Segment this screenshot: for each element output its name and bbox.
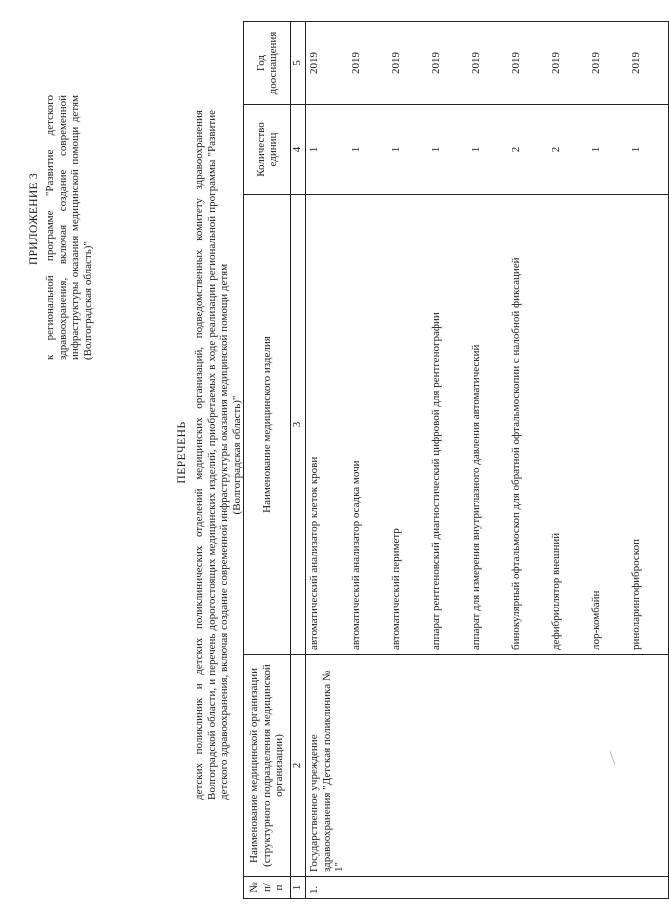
row-number — [548, 877, 588, 899]
column-number-row — [291, 22, 306, 899]
row-number — [588, 877, 628, 899]
table-body — [306, 22, 669, 899]
device-name: автоматический периметр — [388, 195, 428, 655]
device-year: 2019 — [348, 22, 388, 105]
table-row — [468, 22, 508, 899]
annex-subtitle: к региональной программе "Развитие детского здравоохранения, включая создание современной инфраструктуры оказания медицинской помощи детям (Волгоградская область)" — [44, 95, 94, 360]
device-name: лор-комбайн — [588, 195, 628, 655]
device-name: аппарат рентгеновский диагностический цифровой для рентгенографии — [428, 195, 468, 655]
device-quantity: 1 — [306, 105, 348, 195]
table-row — [388, 22, 428, 899]
row-organization — [628, 655, 669, 877]
device-name: аппарат для измерения внутриглазного давления автоматический — [468, 195, 508, 655]
device-name: автоматический анализатор клеток крови — [306, 195, 348, 655]
row-organization — [548, 655, 588, 877]
device-name: риноларингофиброскоп — [628, 195, 669, 655]
row-number — [348, 877, 388, 899]
header-quantity: Количество единиц — [244, 105, 291, 195]
table-header-row — [244, 22, 291, 899]
device-quantity: 1 — [388, 105, 428, 195]
table-row — [548, 22, 588, 899]
header-number: № п/п — [244, 877, 291, 899]
table-row — [508, 22, 548, 899]
column-number: 4 — [291, 105, 306, 195]
table-row — [306, 22, 348, 899]
device-quantity: 2 — [508, 105, 548, 195]
list-description-text: детских поликлиник и детских поликлинических отделений медицинских организаций, подведомственных комитету здравоохранения Волгоградской области, и перечень дорогостоящих медицинских изделий, приобретаемых в ходе реализации региональной программы "Развитие детского здравоохранения, включая создание современной инфраструктуры оказания медицинской помощи детям — [193, 110, 230, 800]
row-organization — [468, 655, 508, 877]
row-number — [508, 877, 548, 899]
table-row — [628, 22, 669, 899]
device-year: 2019 — [428, 22, 468, 105]
device-year: 2019 — [508, 22, 548, 105]
row-number — [388, 877, 428, 899]
row-organization — [428, 655, 468, 877]
device-year: 2019 — [468, 22, 508, 105]
row-organization — [388, 655, 428, 877]
list-description-end: (Волгоградская область)" — [230, 395, 243, 515]
device-quantity: 1 — [348, 105, 388, 195]
table-row — [588, 22, 628, 899]
row-number — [428, 877, 468, 899]
device-year: 2019 — [628, 22, 669, 105]
column-number: 5 — [291, 22, 306, 105]
row-number — [628, 877, 669, 899]
device-year: 2019 — [588, 22, 628, 105]
row-number: 1. — [306, 877, 348, 899]
device-year: 2019 — [306, 22, 348, 105]
device-name: дефибриллятор внешний — [548, 195, 588, 655]
annex-title: ПРИЛОЖЕНИЕ 3 — [28, 172, 40, 265]
table-row — [428, 22, 468, 899]
header-organization: Наименование медицинской организации (структурного подразделения медицинской организации) — [244, 655, 291, 877]
device-quantity: 1 — [628, 105, 669, 195]
header-device: Наименование медицинского изделия — [244, 195, 291, 655]
column-number: 3 — [291, 195, 306, 655]
device-quantity: 1 — [428, 105, 468, 195]
equipment-table — [243, 21, 669, 899]
column-number: 2 — [291, 655, 306, 877]
row-organization — [508, 655, 548, 877]
list-title: ПЕРЕЧЕНЬ — [176, 421, 188, 484]
device-year: 2019 — [548, 22, 588, 105]
row-organization — [588, 655, 628, 877]
list-description — [193, 110, 243, 800]
device-name: бинокулярный офтальмоскоп для обратной офтальмоскопии с налобной фиксацией — [508, 195, 548, 655]
device-quantity: 1 — [468, 105, 508, 195]
table-row — [348, 22, 388, 899]
row-organization — [348, 655, 388, 877]
row-organization: Государственное учреждение здравоохранения "Детская поликлиника № 1" — [306, 655, 348, 877]
column-number: 1 — [291, 877, 306, 899]
header-year: Год дооснащения — [244, 22, 291, 105]
device-quantity: 2 — [548, 105, 588, 195]
device-year: 2019 — [388, 22, 428, 105]
row-number — [468, 877, 508, 899]
device-quantity: 1 — [588, 105, 628, 195]
device-name: автоматический анализатор осадка мочи — [348, 195, 388, 655]
